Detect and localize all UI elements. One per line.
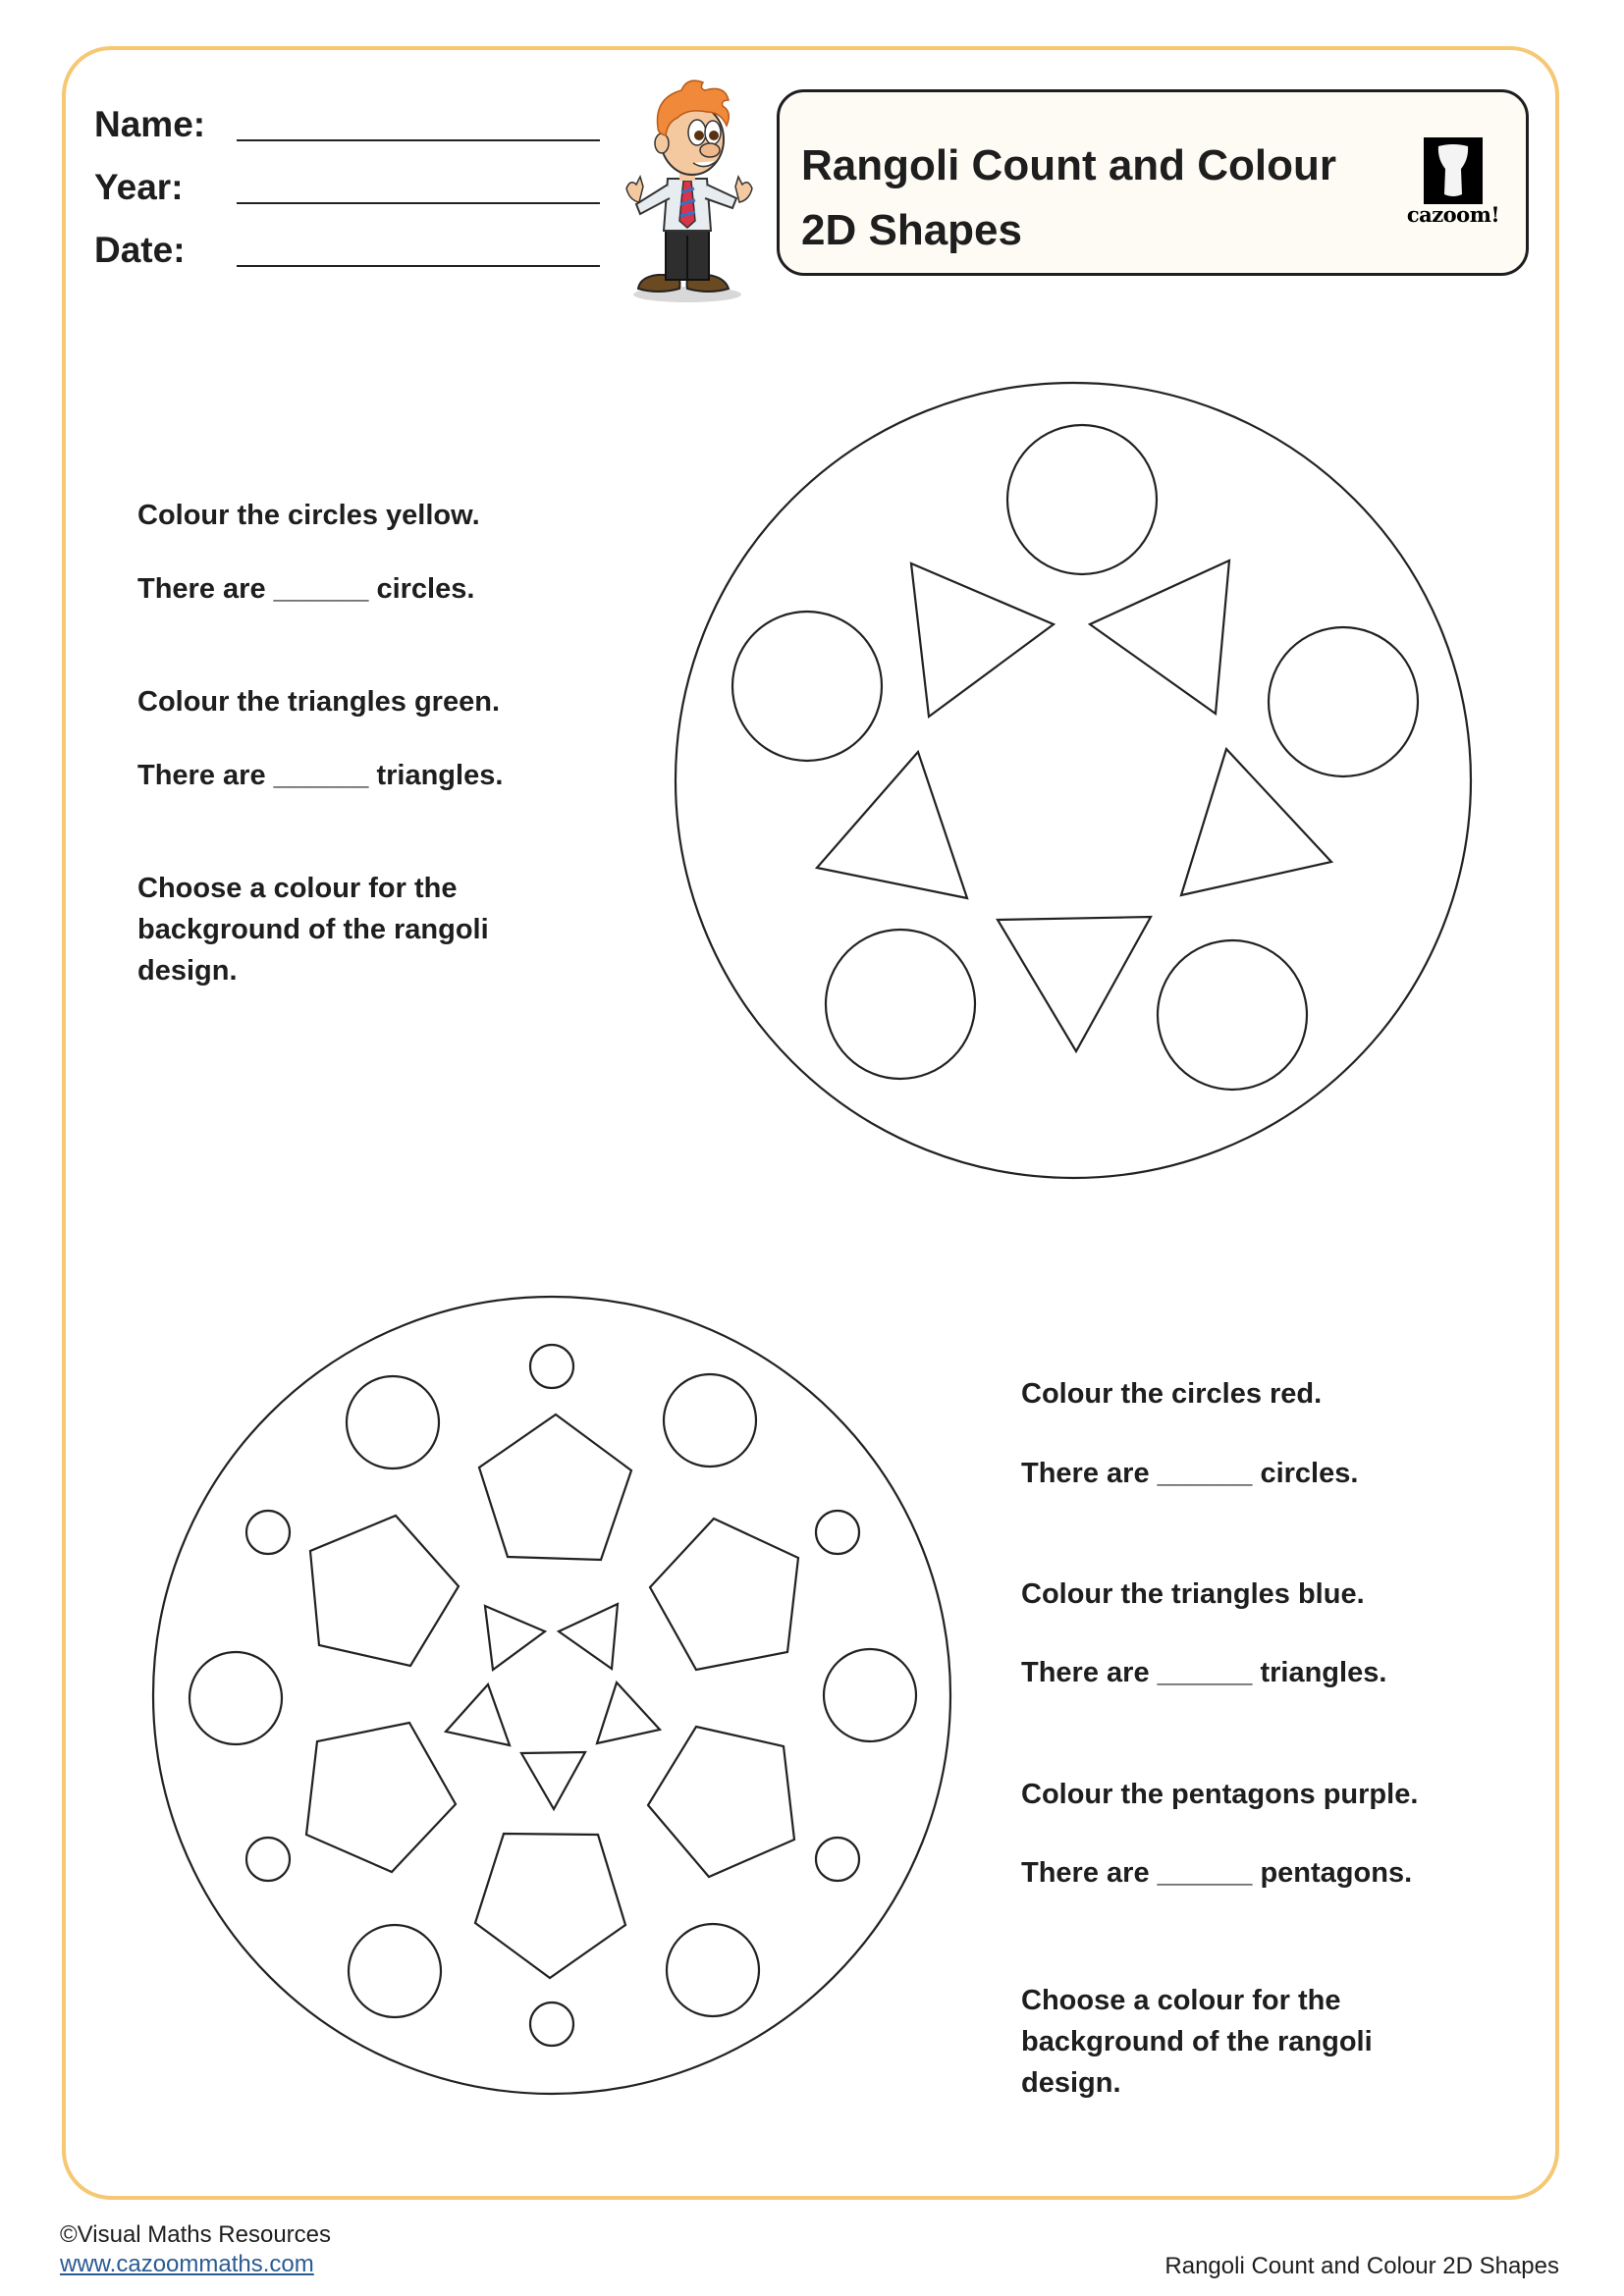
circle-shape[interactable] xyxy=(732,612,882,761)
triangle-shape[interactable] xyxy=(597,1682,660,1743)
instruction-colour-triangles-blue: Colour the triangles blue. xyxy=(1021,1578,1365,1610)
footer-left xyxy=(60,2220,331,2279)
circle-shape[interactable] xyxy=(1269,627,1418,776)
pentagon-shape[interactable] xyxy=(650,1519,798,1670)
rangoli-bottom[interactable] xyxy=(153,1297,950,2094)
title-line-2: 2D Shapes xyxy=(801,206,1022,254)
circle-shape[interactable] xyxy=(1158,940,1307,1090)
instruction-background-line1: Choose a colour for the xyxy=(137,873,458,904)
instruction-colour-circles-red: Colour the circles red. xyxy=(1021,1378,1323,1410)
title-line-1: Rangoli Count and Colour xyxy=(801,141,1337,189)
triangle-shape[interactable] xyxy=(485,1606,545,1670)
instruction-background-line3-2: design. xyxy=(1021,2067,1121,2099)
footer-worksheet-title: Rangoli Count and Colour 2D Shapes xyxy=(1164,2253,1559,2279)
triangle-shape[interactable] xyxy=(1181,749,1331,895)
small-circle-shape[interactable] xyxy=(530,1345,573,1388)
copyright-text: ©Visual Maths Resources xyxy=(60,2221,332,2248)
circle-shape[interactable] xyxy=(824,1649,916,1741)
instruction-background-line2: background of the rangoli xyxy=(137,914,489,945)
circle-shape[interactable] xyxy=(349,1925,441,2017)
name-label: Name: xyxy=(94,104,206,144)
rangoli-top[interactable] xyxy=(676,383,1471,1178)
answer-triangles-count-2[interactable]: There are ______ triangles. xyxy=(1021,1657,1387,1688)
circle-shape[interactable] xyxy=(826,930,975,1079)
triangle-shape[interactable] xyxy=(446,1684,510,1745)
answer-circles-count-2[interactable]: There are ______ circles. xyxy=(1021,1458,1359,1489)
triangle-shape[interactable] xyxy=(521,1752,585,1809)
small-circle-shape[interactable] xyxy=(816,1838,859,1881)
instruction-colour-triangles: Colour the triangles green. xyxy=(137,686,500,718)
pentagon-shape[interactable] xyxy=(479,1415,631,1560)
circle-shape[interactable] xyxy=(347,1376,439,1468)
pentagon-shape[interactable] xyxy=(306,1723,456,1872)
pentagon-shape[interactable] xyxy=(648,1727,794,1877)
answer-pentagons-count[interactable]: There are ______ pentagons. xyxy=(1021,1857,1413,1889)
instruction-colour-pentagons: Colour the pentagons purple. xyxy=(1021,1779,1419,1810)
circle-shape[interactable] xyxy=(189,1652,282,1744)
instruction-background-line2-2: background of the rangoli xyxy=(1021,2026,1373,2057)
instruction-colour-circles: Colour the circles yellow. xyxy=(137,500,480,531)
logo-text: cazoom! xyxy=(1406,202,1500,227)
answer-circles-count[interactable]: There are ______ circles. xyxy=(137,573,475,605)
small-circle-shape[interactable] xyxy=(246,1511,290,1554)
website-link[interactable]: www.cazoommaths.com xyxy=(60,2251,314,2277)
circle-shape[interactable] xyxy=(667,1924,759,2016)
triangle-shape[interactable] xyxy=(817,752,967,898)
instruction-background-line1-2: Choose a colour for the xyxy=(1021,1985,1341,2016)
pentagon-shape[interactable] xyxy=(310,1516,459,1666)
rangoli-top-background[interactable] xyxy=(676,383,1471,1178)
small-circle-shape[interactable] xyxy=(530,2002,573,2046)
triangle-shape[interactable] xyxy=(911,563,1054,717)
circle-shape[interactable] xyxy=(664,1374,756,1467)
circle-shape[interactable] xyxy=(1007,425,1157,574)
year-label: Year: xyxy=(94,167,184,207)
instruction-background-line3: design. xyxy=(137,955,238,987)
triangle-shape[interactable] xyxy=(559,1604,618,1669)
triangle-shape[interactable] xyxy=(1090,561,1229,714)
pentagon-shape[interactable] xyxy=(475,1834,625,1978)
triangle-shape[interactable] xyxy=(998,917,1151,1051)
date-label: Date: xyxy=(94,230,186,270)
answer-triangles-count[interactable]: There are ______ triangles. xyxy=(137,760,504,791)
small-circle-shape[interactable] xyxy=(246,1838,290,1881)
small-circle-shape[interactable] xyxy=(816,1511,859,1554)
